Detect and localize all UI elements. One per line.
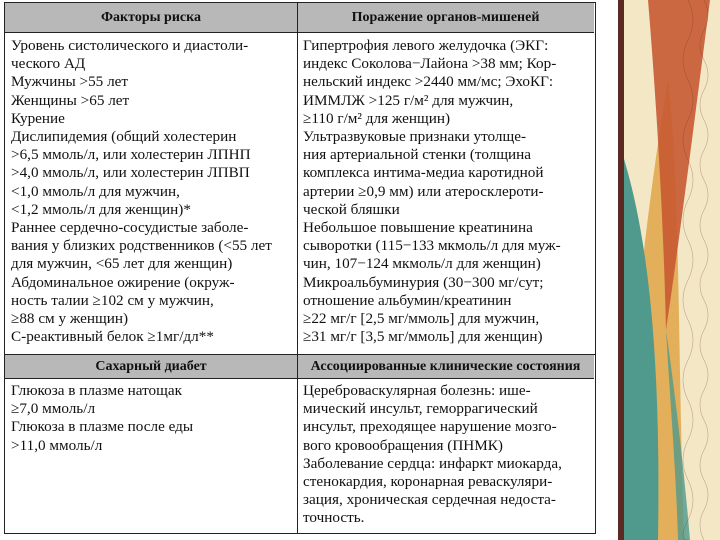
text-line: Ультразвуковые признаки утолще-	[303, 128, 526, 146]
text-line: Уровень систолического и диастоли-	[11, 37, 249, 54]
text-line: нельский индекс >2440 мм/мс; ЭхоКГ:	[303, 73, 554, 91]
text-line: ≥31 мг/г [3,5 мг/ммоль] для женщин)	[303, 328, 543, 346]
text-line: Абдоминальное ожирение (окруж-	[11, 273, 235, 291]
text-line: Дислипидемия (общий холестерин	[11, 128, 237, 146]
text-line: ность талии ≥102 см у мужчин,	[11, 291, 214, 309]
text-line: ческого АД	[11, 55, 86, 73]
text-line: зация, хроническая сердечная недоста-	[303, 491, 556, 509]
header-target-organs: Поражение органов-мишеней	[297, 3, 594, 33]
text-line: Гипертрофия левого желудочка (ЭКГ:	[303, 37, 549, 54]
text-line: сыворотки (115−133 мкмоль/л для муж-	[303, 237, 561, 255]
text-line: ≥88 см у женщин)	[11, 310, 129, 328]
text-line: комплекса интима-медиа каротидной	[303, 164, 544, 182]
text-line: вания у близких родственников (<55 лет	[11, 237, 272, 255]
cell-diabetes	[5, 382, 297, 455]
decorative-side-panel	[618, 0, 720, 540]
text-line: Глюкоза в плазме натощак	[11, 382, 182, 399]
risk-table	[4, 2, 596, 534]
text-line: Мужчины >55 лет	[11, 73, 129, 91]
decorative-pattern	[618, 0, 720, 540]
text-line: ≥7,0 ммоль/л	[11, 400, 96, 418]
text-line: ческой бляшки	[303, 200, 400, 218]
text-line: >6,5 ммоль/л, или холестерин ЛПНП	[11, 146, 251, 164]
text-line: Небольшое повышение креатинина	[303, 219, 533, 237]
text-line: Цереброваскулярная болезнь: ише-	[303, 382, 531, 399]
text-line: Раннее сердечно-сосудистые заболе-	[11, 219, 249, 237]
text-line: Глюкоза в плазме после еды	[11, 418, 194, 436]
text-line: вого кровообращения (ПНМК)	[303, 436, 503, 454]
text-line: ≥110 г/м² для женщин)	[303, 109, 451, 127]
text-line: Женщины >65 лет	[11, 91, 130, 109]
text-line: мический инсульт, геморрагический	[303, 400, 538, 418]
text-line: артерии ≥0,9 мм) или атеросклероти-	[303, 182, 544, 200]
header-risk-factors: Факторы риска	[5, 3, 297, 33]
text-line: Заболевание сердца: инфаркт миокарда,	[303, 454, 562, 472]
text-line: точность.	[303, 509, 365, 527]
column-divider	[297, 3, 298, 533]
text-line: >11,0 ммоль/л	[11, 436, 103, 454]
text-line: Курение	[11, 109, 65, 127]
text-line: чин, 107−124 мкмоль/л для женщин)	[303, 255, 541, 273]
header-clinical-conditions: Ассоциированные клинические состояния	[297, 355, 594, 379]
text-line: стенокардия, коронарная реваскуляри-	[303, 473, 553, 491]
text-line: С-реактивный белок ≥1мг/дл**	[11, 328, 214, 346]
text-line: инсульт, преходящее нарушение мозго-	[303, 418, 557, 436]
text-line: Микроальбуминурия (30−300 мг/сут;	[303, 273, 544, 291]
text-line: ния артериальной стенки (толщина	[303, 146, 532, 164]
cell-risk-factors	[5, 37, 297, 346]
cell-clinical-conditions	[297, 382, 594, 528]
text-line: индекс Соколова−Лайона >38 мм; Кор-	[303, 55, 557, 73]
text-line: ≥22 мг/г [2,5 мг/ммоль] для мужчин,	[303, 310, 540, 328]
text-line: ИММЛЖ >125 г/м² для мужчин,	[303, 91, 514, 109]
cell-target-organs	[297, 37, 594, 346]
text-line: >4,0 ммоль/л, или холестерин ЛПВП	[11, 164, 250, 182]
text-line: отношение альбумин/креатинин	[303, 291, 512, 309]
text-line: для мужчин, <65 лет для женщин)	[11, 255, 233, 273]
text-line: <1,2 ммоль/л для женщин)*	[11, 200, 191, 218]
text-line: <1,0 ммоль/л для мужчин,	[11, 182, 180, 200]
header-diabetes: Сахарный диабет	[5, 355, 297, 379]
